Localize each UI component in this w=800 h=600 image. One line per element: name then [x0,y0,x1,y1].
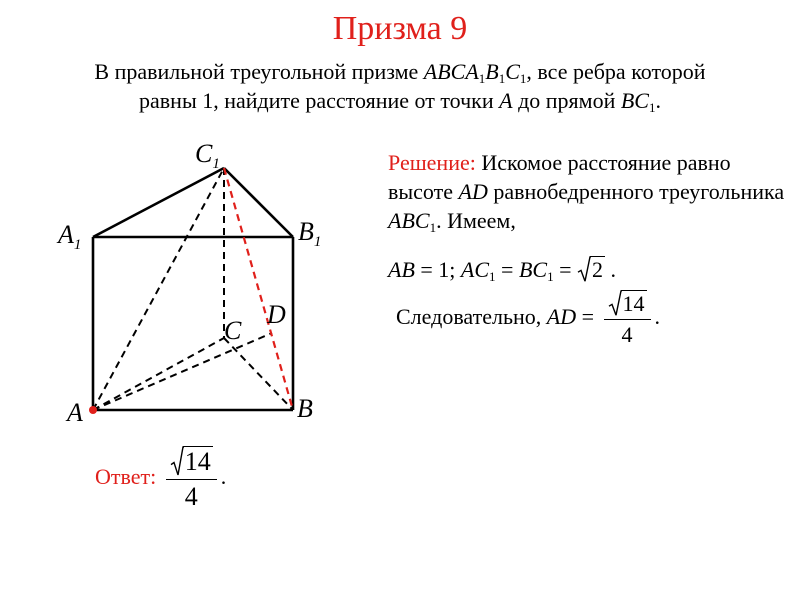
hidden-edges [93,168,293,410]
problem-statement: В правильной треугольной призме $ABCA_1B_1C_1$, все ребра которой равны 1, найдите расстояние от точки A до прямой $BC_1$. [94,59,706,115]
label-a: A [67,398,83,427]
edge-c-b [224,338,293,410]
label-c1: $C_1$ [195,139,220,172]
visible-edges [93,168,293,410]
sqrt-two: 2 [577,256,605,283]
label-d: D [267,300,286,329]
conclusion: Следовательно, AD = $\frac{14}{4}$ . [396,291,661,347]
answer-sqrt: 14 [170,446,213,477]
edge-a1-c1 [93,168,224,237]
label-b1: $B_1$ [298,217,322,250]
radical-sign [608,290,622,317]
ad-fraction: $\frac{14}{4}$ [604,290,651,348]
page-title: Призма 9 [332,10,468,47]
radical-sign [577,256,591,283]
prism-figure [50,130,350,430]
answer: Ответ: $\frac{14}{4}$ . [95,447,227,511]
point-a [89,406,97,414]
side-lengths: AB = 1; $AC_1 = BC_1$ = 2 . [388,257,617,284]
label-a1: $A_1$ [58,220,82,253]
radical-sign [170,446,184,477]
sqrt-fourteen: 14 [608,290,647,317]
answer-fraction: $\frac{14}{4}$ [166,446,217,512]
solution-text: Решение: Искомое расстояние равно высоте AD равнобедренного треугольника $ABC_1$. Имеем, [388,150,785,235]
label-c: C [224,316,242,345]
segment-a-d [93,333,272,410]
label-b: B [297,394,313,423]
